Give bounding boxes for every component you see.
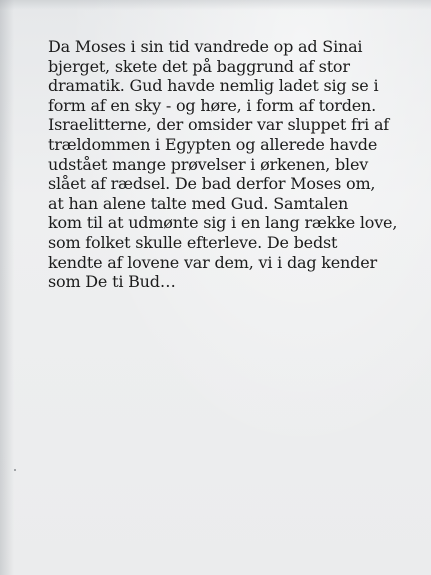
page-edge-shadow	[0, 0, 14, 575]
blurb-line: Da Moses i sin tid vandrede op ad Sinai	[48, 37, 363, 56]
paper-speck	[14, 469, 16, 471]
blurb-line: trældommen i Egypten og allerede havde	[48, 134, 378, 154]
blurb-paragraph	[48, 37, 428, 292]
page-top-shadow	[0, 0, 431, 10]
blurb-line: Israelitterne, der omsider var sluppet fri af	[48, 115, 390, 135]
blurb-line: at han alene talte med Gud. Samtalen	[48, 193, 349, 213]
blurb-line: som folket skulle efterleve. De bedst	[48, 232, 338, 252]
blurb-line: form af en sky - og høre, i form af torden.	[48, 95, 377, 115]
blurb-line: dramatik. Gud havde nemlig ladet sig se i	[48, 76, 379, 96]
blurb-line: slået af rædsel. De bad derfor Moses om,	[48, 174, 376, 194]
blurb-line: kendte af lovene var dem, vi i dag kender	[48, 252, 377, 272]
blurb-line: bjerget, skete det på baggrund af stor	[48, 56, 350, 76]
blurb-line: som De ti Bud…	[48, 272, 176, 292]
blurb-line: udstået mange prøvelser i ørkenen, blev	[48, 154, 369, 174]
blurb-line: kom til at udmønte sig i en lang række love,	[48, 213, 398, 233]
